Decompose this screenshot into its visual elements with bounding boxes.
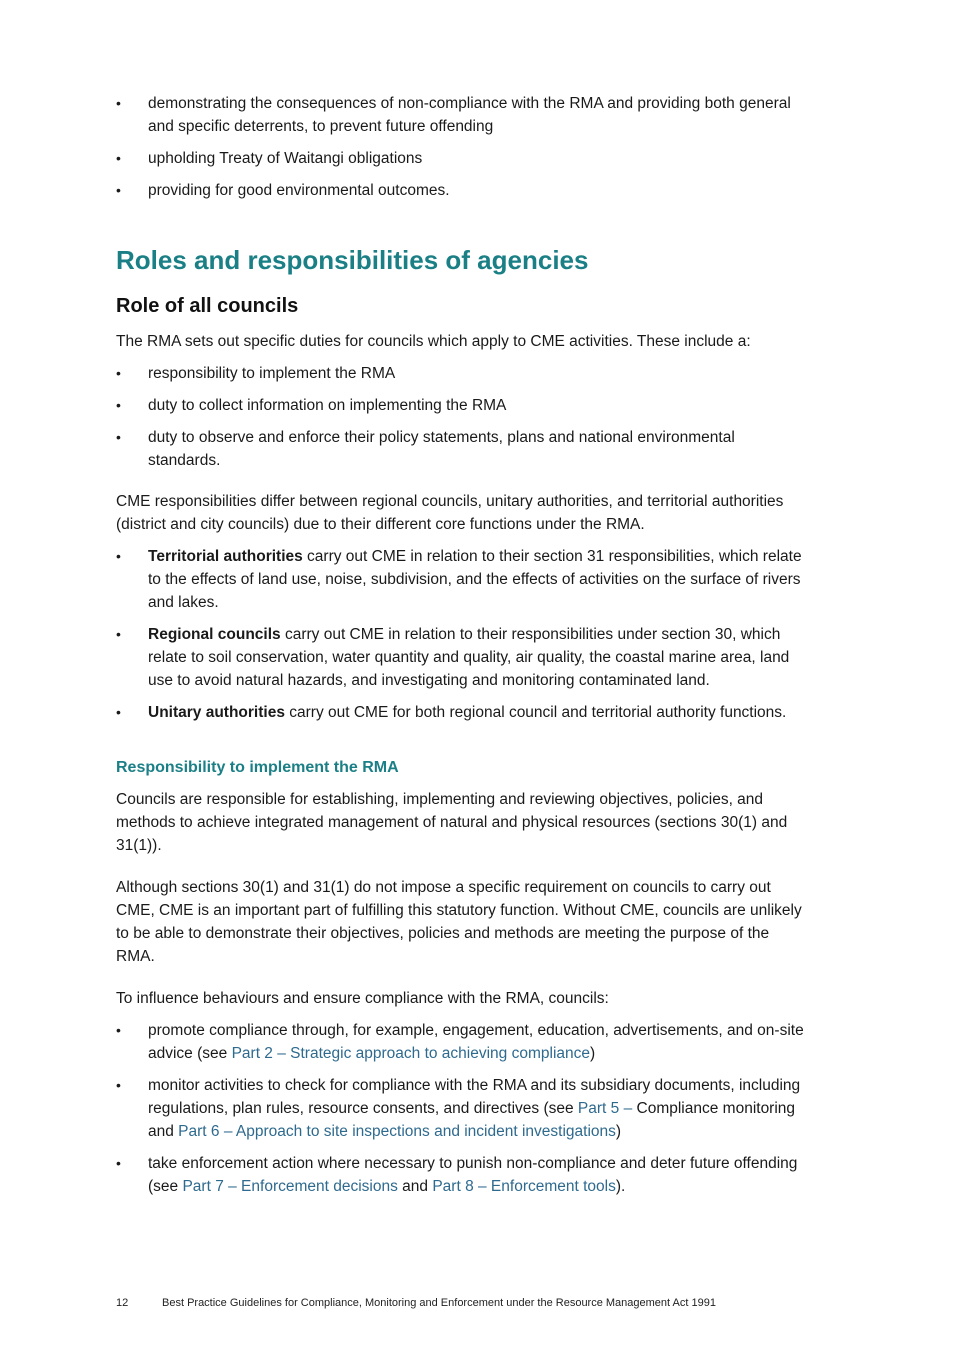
part-7-link[interactable]: Part 7 – Enforcement decisions (182, 1178, 398, 1195)
list-item (116, 701, 806, 724)
list-item: • responsibility to implement the RMA (116, 362, 806, 385)
page-number: 12 (116, 1297, 129, 1309)
bullet-text: ) (615, 1123, 622, 1140)
bullet-text: monitor activities to check for compliance with the RMA and its subsidiary documents, including regulations, plan rules, resource consents, and directives (see (148, 1077, 801, 1117)
bullet-text: take enforcement action where necessary to punish non-compliance and deter future offending (see (148, 1155, 798, 1195)
bullet-text: Compliance monitoring and (148, 1100, 796, 1140)
bullet-text: and (397, 1178, 433, 1195)
part-6-link[interactable]: Part 6 – Approach to site inspections and incident investigations (178, 1123, 616, 1140)
list-item: • providing for good environmental outcomes. (116, 179, 806, 202)
bullet-text: promote compliance through, for example, engagement, education, advertisements, and on-site advice (see (148, 1022, 804, 1062)
part-5-link[interactable]: Part 5 – (577, 1100, 633, 1117)
list-item: • duty to observe and enforce their policy statements, plans and national environmental standards. (116, 426, 806, 472)
list-item (116, 1152, 806, 1198)
minor-heading: Responsibility to implement the RMA (116, 759, 399, 776)
subsection-heading: Role of all councils (116, 295, 299, 317)
authority-bullet-list (116, 545, 806, 724)
bullet-text: carry out CME for both regional council and territorial authority functions. (284, 704, 787, 721)
list-item (116, 545, 806, 614)
part-2-link[interactable]: Part 2 – Strategic approach to achieving compliance (231, 1045, 591, 1062)
paragraph: To influence behaviours and ensure compliance with the RMA, councils: (116, 990, 609, 1007)
intro-paragraph: The RMA sets out specific duties for councils which apply to CME activities. These include a: (116, 333, 751, 350)
bullet-text: ). (615, 1178, 626, 1195)
document-body (116, 92, 806, 1207)
bullet-text: carry out CME in relation to their responsibilities under section 30, which relate to soil conservation, water quantity and quality, air quality, the coastal marine area, land use to avoid natural hazards, and investigating and monitoring contaminated land. (148, 626, 790, 689)
bold-term: Regional councils (148, 626, 281, 643)
duty-bullet-list (116, 362, 806, 472)
bullet-text: carry out CME in relation to their section 31 responsibilities, which relate to the effects of land use, noise, subdivision, and the effects of activities on the surface of rivers and lakes. (148, 548, 802, 611)
cme-paragraph: CME responsibilities differ between regional councils, unitary authorities, and territorial authorities (district and city councils) due to their different core functions under the RMA. (116, 493, 784, 533)
list-item (116, 1074, 806, 1143)
footer-title: Best Practice Guidelines for Compliance, Monitoring and Enforcement under the Resource Management Act 1991 (162, 1297, 716, 1309)
list-item: • duty to collect information on implementing the RMA (116, 394, 806, 417)
section-heading: Roles and responsibilities of agencies (116, 245, 589, 275)
page-footer (116, 1297, 716, 1309)
list-item (116, 1019, 806, 1065)
bold-term: Unitary authorities (148, 704, 285, 721)
list-item: • upholding Treaty of Waitangi obligations (116, 147, 806, 170)
final-bullet-list (116, 1019, 806, 1198)
bullet-text: ) (590, 1045, 596, 1062)
list-item: • demonstrating the consequences of non-compliance with the RMA and providing both general and specific deterrents, to prevent future offending (116, 92, 806, 138)
top-bullet-list (116, 92, 806, 202)
list-item (116, 623, 806, 692)
bold-term: Territorial authorities (148, 548, 303, 565)
paragraph: Although sections 30(1) and 31(1) do not impose a specific requirement on councils to carry out CME, CME is an important part of fulfilling this statutory function. Without CME, councils are unlikely to be able to demonstrate their objectives, policies and methods are meeting the purpose of the RMA. (116, 879, 802, 965)
part-8-link[interactable]: Part 8 – Enforcement tools (432, 1178, 616, 1195)
paragraph: Councils are responsible for establishing, implementing and reviewing objectives, policies, and methods to achieve integrated management of natural and physical resources (sections 30(1) and 31(1)). (116, 791, 788, 854)
